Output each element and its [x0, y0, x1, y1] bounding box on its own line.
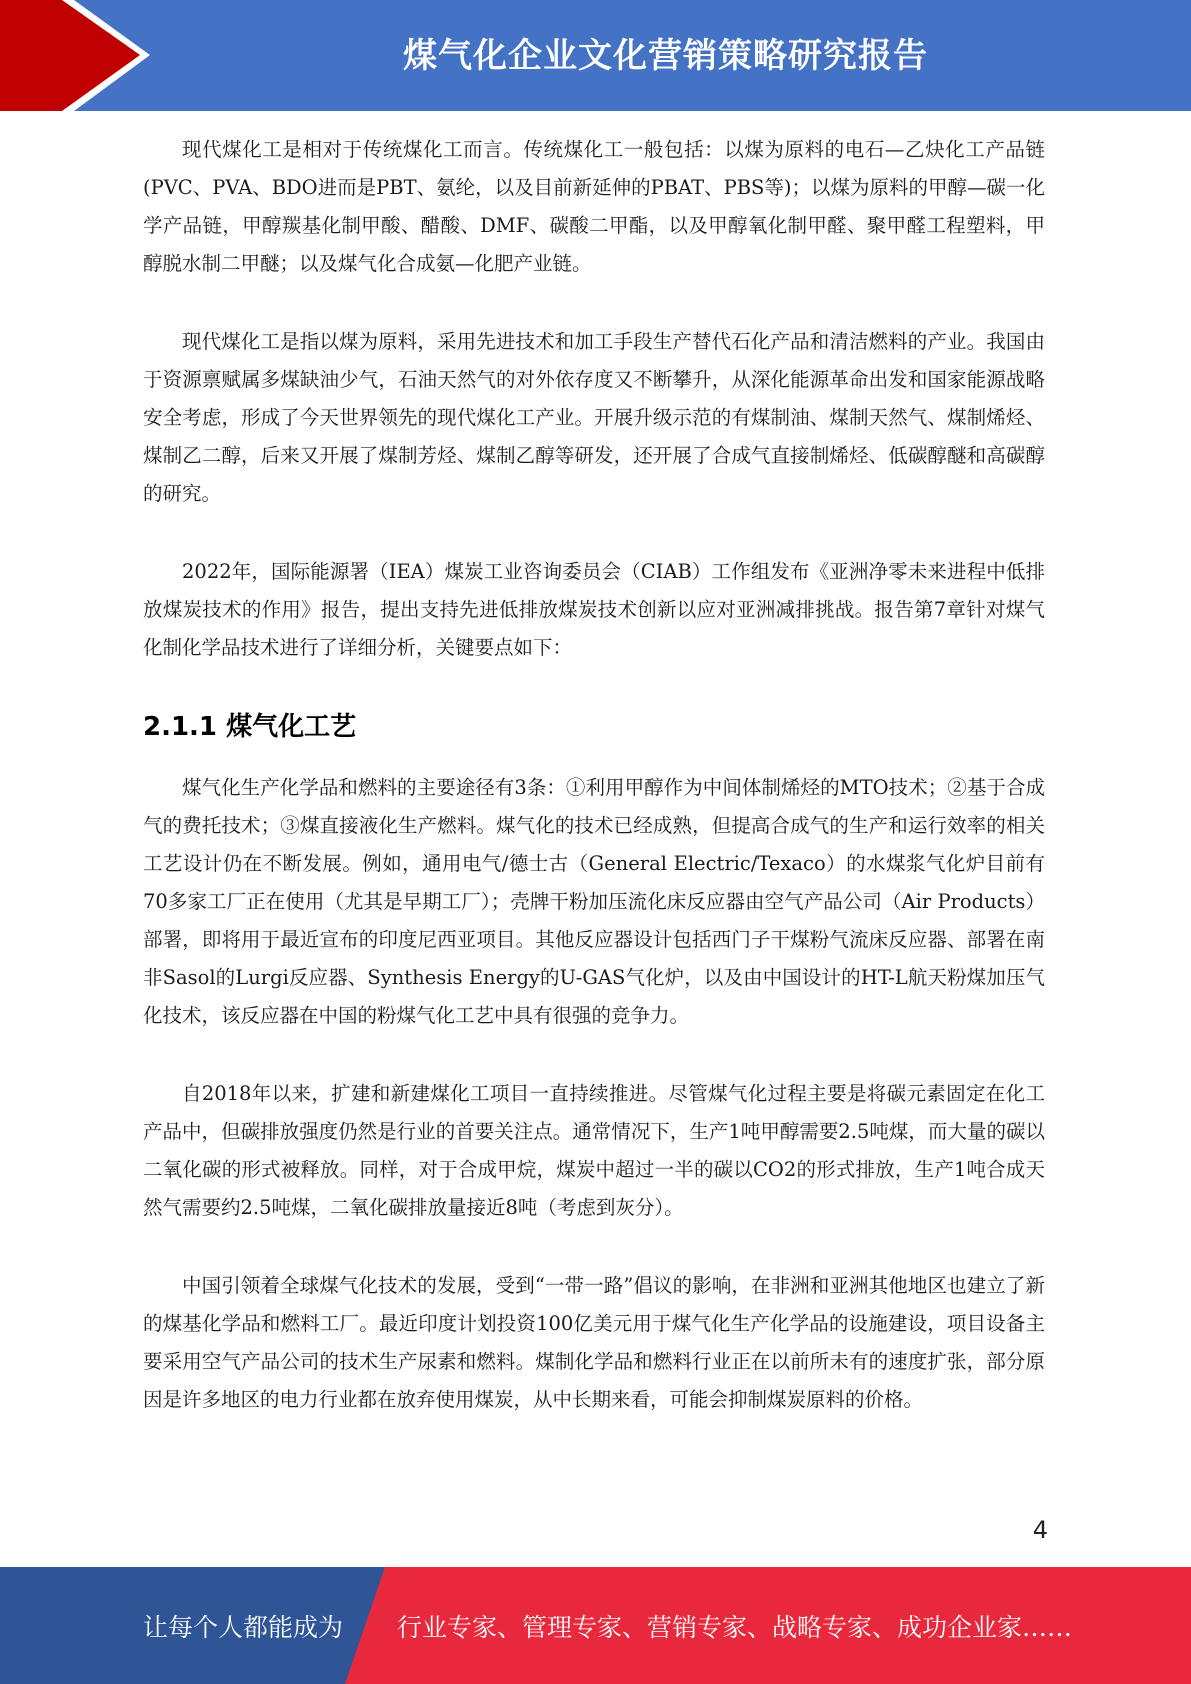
footer-slogan-left: 让每个人都能成为 — [143, 1612, 344, 1642]
page-header — [0, 0, 1191, 111]
footer-slogan-right: 行业专家、管理专家、营销专家、战略专家、成功企业家…… — [397, 1612, 1073, 1642]
paragraph: 2022年，国际能源署（IEA）煤炭工业咨询委员会（CIAB）工作组发布《亚洲净零未来进程中低排放煤炭技术的作用》报告，提出支持先进低排放煤炭技术创新以应对亚洲减排挑战。报告第7章针对煤气化制化学品技术进行了详细分析，关键要点如下： — [143, 560, 1045, 659]
paragraph: 现代煤化工是指以煤为原料，采用先进技术和加工手段生产替代石化产品和清洁燃料的产业。我国由于资源禀赋属多煤缺油少气，石油天然气的对外依存度又不断攀升，从深化能源革命出发和国家能源战略安全考虑，形成了今天世界领先的现代煤化工产业。开展升级示范的有煤制油、煤制天然气、煤制烯烃、煤制乙二醇，后来又开展了煤制芳烃、煤制乙醇等研发，还开展了合成气直接制烯烃、低碳醇醚和高碳醇的研究。 — [143, 330, 1045, 505]
document-body — [143, 131, 1045, 1459]
page-footer — [0, 1567, 1191, 1684]
page-number: 4 — [1032, 1516, 1048, 1544]
paragraph: 中国引领着全球煤气化技术的发展，受到“一带一路”倡议的影响，在非洲和亚洲其他地区也建立了新的煤基化学品和燃料工厂。最近印度计划投资100亿美元用于煤气化生产化学品的设施建设，项目设备主要采用空气产品公司的技术生产尿素和燃料。煤制化学品和燃料行业正在以前所未有的速度扩张，部分原因是许多地区的电力行业都在放弃使用煤炭，从中长期来看，可能会抑制煤炭原料的价格。 — [143, 1274, 1045, 1411]
header-arrow-icon — [0, 0, 160, 111]
paragraph: 自2018年以来，扩建和新建煤化工项目一直持续推进。尽管煤气化过程主要是将碳元素固定在化工产品中，但碳排放强度仍然是行业的首要关注点。通常情况下，生产1吨甲醇需要2.5吨煤，而大量的碳以二氧化碳的形式被释放。同样，对于合成甲烷，煤炭中超过一半的碳以CO2的形式排放，生产1吨合成天然气需要约2.5吨煤，二氧化碳排放量接近8吨（考虑到灰分）。 — [143, 1082, 1045, 1219]
paragraph: 现代煤化工是相对于传统煤化工而言。传统煤化工一般包括：以煤为原料的电石—乙炔化工产品链(PVC、PVA、BDO进而是PBT、氨纶，以及目前新延伸的PBAT、PBS等)；以煤为原料的甲醇—碳一化学产品链，甲醇羰基化制甲酸、醋酸、DMF、碳酸二甲酯，以及甲醇氧化制甲醛、聚甲醛工程塑料，甲醇脱水制二甲醚；以及煤气化合成氨—化肥产业链。 — [143, 138, 1045, 275]
header-title: 煤气化企业文化营销策略研究报告 — [403, 36, 928, 76]
section-heading: 2.1.1 煤气化工艺 — [143, 712, 357, 742]
paragraph: 煤气化生产化学品和燃料的主要途径有3条：①利用甲醇作为中间体制烯烃的MTO技术；②基于合成气的费托技术；③煤直接液化生产燃料。煤气化的技术已经成熟，但提高合成气的生产和运行效率的相关工艺设计仍在不断发展。例如，通用电气/德士古（General Electric/Texaco）的水煤浆气化炉目前有70多家工厂正在使用（尤其是早期工厂）；壳牌干粉加压流化床反应器由空气产品公司（Air Products）部署，即将用于最近宣布的印度尼西亚项目。其他反应器设计包括西门子干煤粉气流床反应器、部署在南非Sasol的Lurgi反应器、Synthesis Energy的U-GAS气化炉，以及由中国设计的HT-L航天粉煤加压气化技术，该反应器在中国的粉煤气化工艺中具有很强的竞争力。 — [143, 776, 1045, 1027]
